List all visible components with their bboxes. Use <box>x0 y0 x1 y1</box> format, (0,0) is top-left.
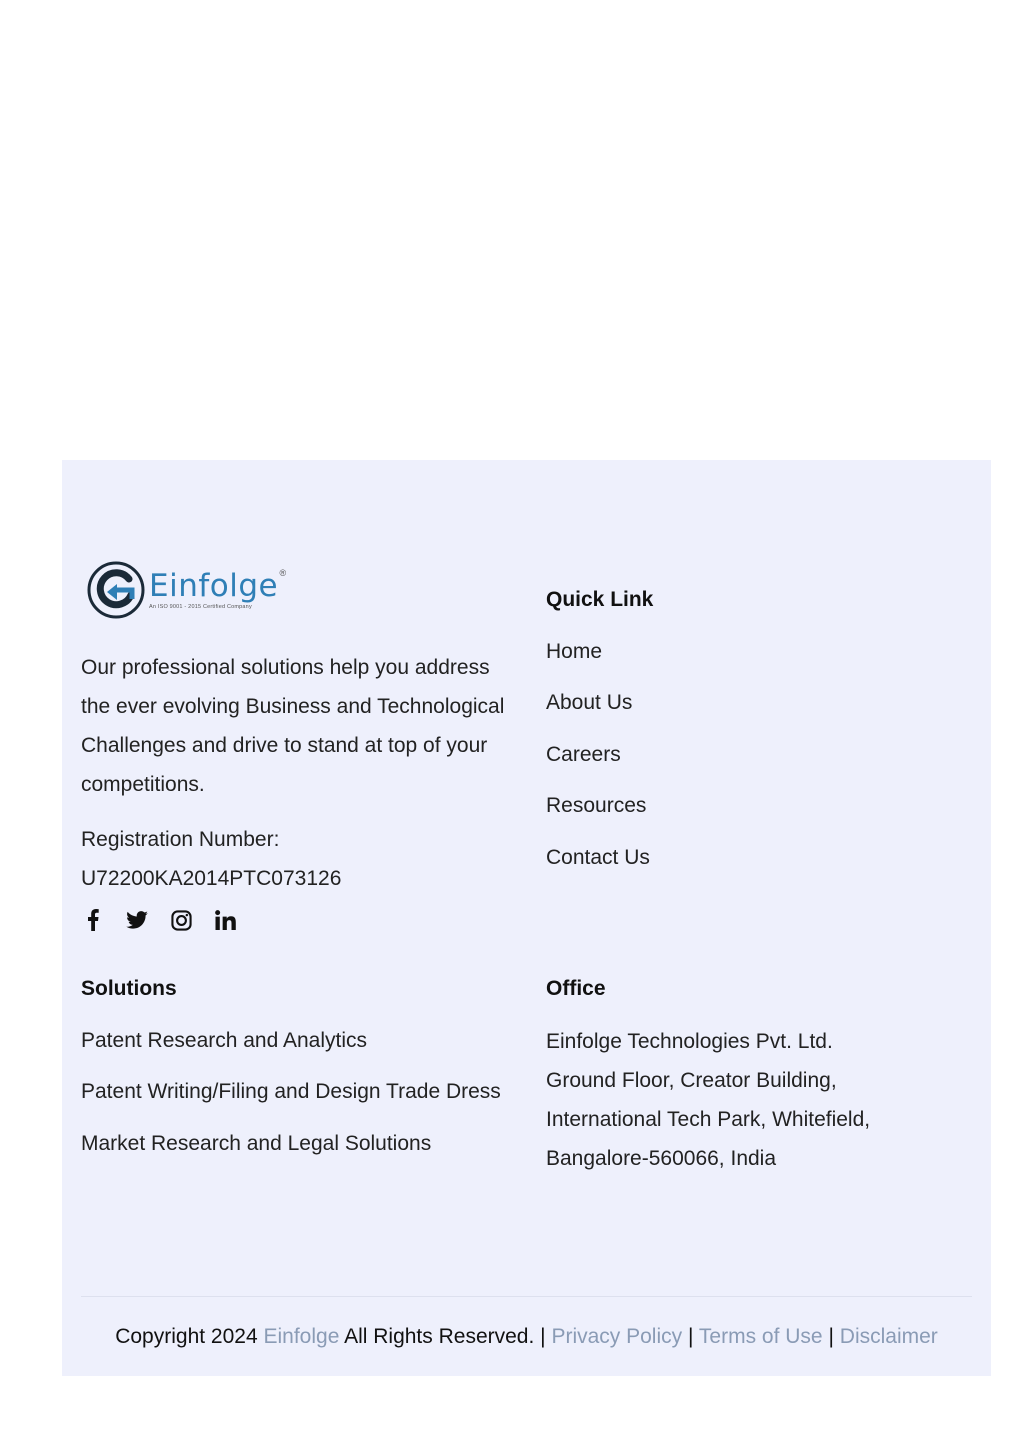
copyright-prefix: Copyright 2024 <box>115 1325 258 1348</box>
separator: | <box>828 1325 834 1348</box>
quick-link-list <box>546 639 966 871</box>
quick-link-heading: Quick Link <box>546 588 654 611</box>
office-column <box>546 976 966 1178</box>
about-text: Our professional solutions help you address the ever evolving Business and Technological Challenges and drive to stand at top of your competitions. <box>81 656 505 796</box>
privacy-policy-link[interactable]: Privacy Policy <box>551 1325 683 1348</box>
quick-link-resources[interactable]: Resources <box>546 794 647 817</box>
solutions-heading: Solutions <box>81 977 177 1000</box>
footer-divider <box>81 1296 972 1297</box>
einfolge-logo-icon <box>85 559 147 621</box>
logo-text <box>149 568 287 610</box>
registration-number: U72200KA2014PTC073126 <box>81 867 342 890</box>
quick-link-about-us[interactable]: About Us <box>546 691 633 714</box>
copyright-bar <box>62 1324 991 1350</box>
quick-link-home[interactable]: Home <box>546 639 603 663</box>
social-links <box>81 906 521 934</box>
solutions-list <box>81 1028 521 1157</box>
logo-tagline: An ISO 9001 - 2015 Certified Company <box>149 604 252 610</box>
address-line: Ground Floor, Creator Building, <box>546 1069 837 1092</box>
solution-link-market-research[interactable]: Market Research and Legal Solutions <box>81 1131 432 1155</box>
copyright-brand-link[interactable]: Einfolge <box>263 1325 340 1348</box>
registration-label: Registration Number: <box>81 828 280 851</box>
quick-link-column <box>546 560 966 871</box>
quick-link-careers[interactable]: Careers <box>546 742 621 766</box>
quick-link-contact-us[interactable]: Contact Us <box>546 845 650 869</box>
address-line: Einfolge Technologies Pvt. Ltd. <box>546 1030 833 1053</box>
solution-link-patent-research[interactable]: Patent Research and Analytics <box>81 1028 368 1052</box>
copyright-rights: All Rights Reserved. | <box>344 1325 546 1348</box>
terms-of-use-link[interactable]: Terms of Use <box>698 1325 823 1348</box>
brand-logo[interactable] <box>85 560 521 620</box>
registration-info <box>81 820 521 898</box>
solutions-column <box>81 976 521 1157</box>
site-footer <box>62 460 991 1376</box>
address-line: Bangalore-560066, India <box>546 1147 777 1170</box>
solution-link-patent-writing[interactable]: Patent Writing/Filing and Design Trade Dress <box>81 1080 501 1103</box>
office-heading: Office <box>546 977 606 1000</box>
logo-wordmark: Einfolge <box>149 568 279 604</box>
separator: | <box>687 1325 694 1348</box>
footer-about-column <box>81 560 521 934</box>
linkedin-icon[interactable] <box>213 908 237 932</box>
facebook-icon[interactable] <box>81 908 105 932</box>
instagram-icon[interactable] <box>169 908 193 932</box>
office-address <box>546 1022 966 1178</box>
registered-mark: ® <box>279 568 287 578</box>
disclaimer-link[interactable]: Disclaimer <box>839 1325 938 1348</box>
twitter-icon[interactable] <box>125 908 149 932</box>
address-line: International Tech Park, Whitefield, <box>546 1108 871 1131</box>
